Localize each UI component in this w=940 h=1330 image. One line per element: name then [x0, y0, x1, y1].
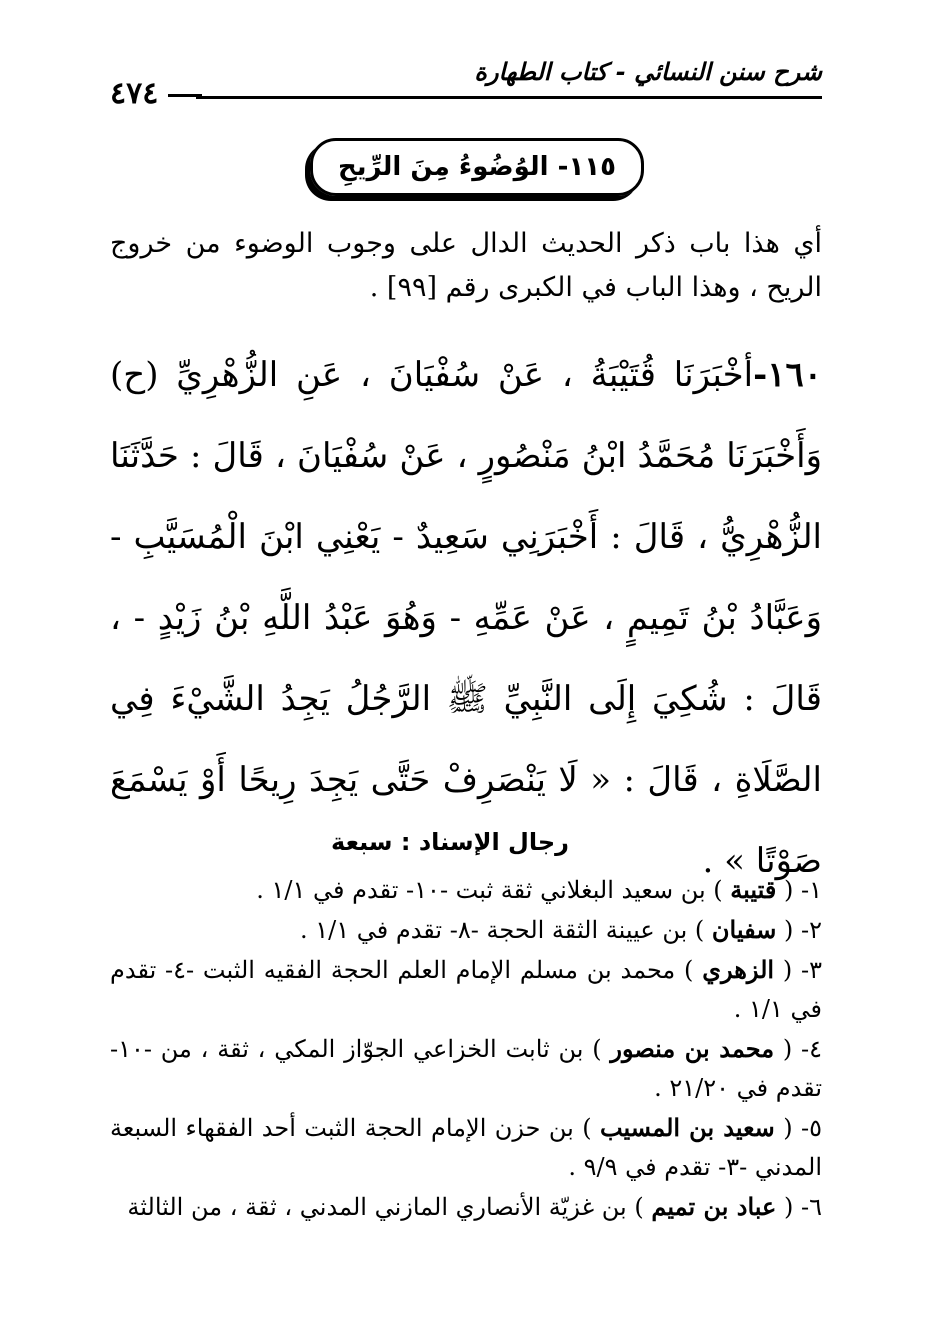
hadith-number: ١٦٠- [753, 355, 822, 395]
page-number: ٤٧٤ [110, 76, 202, 111]
narrators-list [110, 870, 822, 1227]
chapter-title: ١١٥- الوُضُوءُ مِنَ الرِّيحِ [337, 152, 617, 182]
header-rule [196, 96, 822, 99]
narrator-name: سفيان [711, 915, 777, 944]
list-item: ١- ( قتيبة ) بن سعيد البغلاني ثقة ثبت -١٠- تقدم في ١/١ . [256, 875, 822, 904]
page-header [110, 58, 822, 111]
list-item: ٥- ( سعيد بن المسيب ) بن حزن الإمام الحجة الثبت أحد الفقهاء السبعة المدني -٣- تقدم في ٩/٩ . [110, 1113, 822, 1181]
list-item: ٤- ( محمد بن منصور ) بن ثابت الخزاعي الجوّاز المكي ، ثقة ، من -١٠- تقدم في ٢١/٢٠ . [110, 1034, 822, 1102]
list-item: ٢- ( سفيان ) بن عيينة الثقة الحجة -٨- تقدم في ١/١ . [299, 915, 822, 944]
intro-paragraph: أي هذا باب ذكر الحديث الدال على وجوب الوضوء من خروج الريح ، وهذا الباب في الكبرى رقم [٩٩] . [110, 228, 822, 303]
narrator-name: سعيد بن المسيب [599, 1113, 775, 1142]
hadith-body: أخْبَرَنَا قُتَيْبَةُ ، عَنْ سُفْيَانَ ، عَنِ الزُّهْرِيِّ (ح) وَأَخْبَرَنَا مُحَمَّدُ ابْنُ مَنْصُورٍ ، عَنْ سُفْيَانَ ، قَالَ : حَدَّثَنَا الزُّهْرِيُّ ، قَالَ : أَخْبَرَنِي سَعِيدٌ - يَعْنِي ابْنَ الْمُسَيَّبِ - وَعَبَّادُ بْنُ تَمِيمٍ ، عَنْ عَمِّهِ - وَهُوَ عَبْدُ اللَّهِ بْنُ زَيْدٍ - ، قَالَ : شُكِيَ إِلَى النَّبِيِّ ﷺ الرَّجُلُ يَجِدُ الشَّيْءَ فِي الصَّلَاةِ ، قَالَ : « لَا يَنْصَرِفْ حَتَّى يَجِدَ رِيحًا أَوْ يَسْمَعَ صَوْتًا » . [110, 355, 822, 881]
running-title: شرح سنن النسائي - كتاب الطهارة [474, 58, 822, 86]
chapter-title-box [310, 138, 644, 196]
narrator-name: الزهري [702, 955, 775, 984]
narrator-name: عباد بن تميم [651, 1192, 777, 1221]
hadith-text [110, 335, 822, 902]
narrators-heading: رجال الإسناد : سبعة [331, 828, 569, 856]
list-item: ٦- ( عباد بن تميم ) بن غزيّة الأنصاري المازني المدني ، ثقة ، من الثالثة [127, 1192, 822, 1221]
list-item: ٣- ( الزهري ) محمد بن مسلم الإمام العلم الحجة الفقيه الثبت -٤- تقدم في ١/١ . [110, 955, 822, 1023]
narrator-name: محمد بن منصور [610, 1034, 775, 1063]
narrator-name: قتيبة [730, 875, 777, 904]
